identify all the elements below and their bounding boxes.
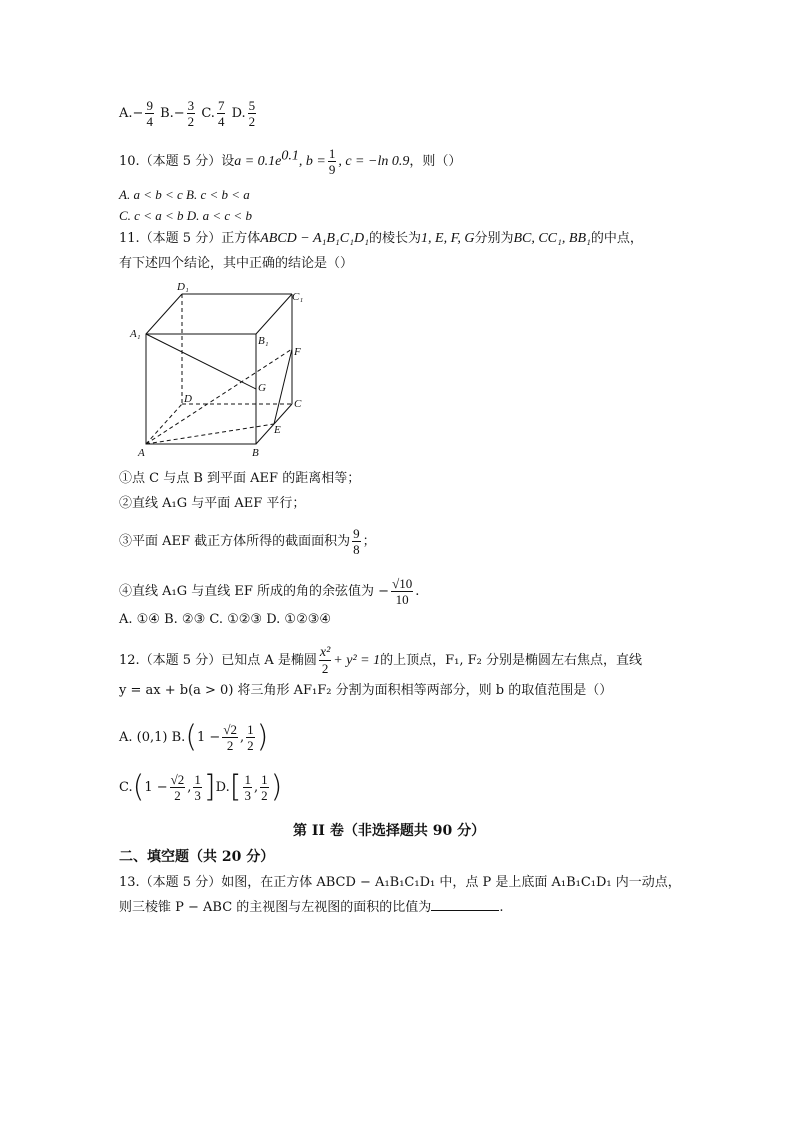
segment-a1-g: [146, 334, 256, 389]
edge-b1-c1: [256, 294, 292, 334]
q11-stmt4-den: 10: [395, 592, 409, 607]
q12-prefix: 12.（本题 5 分）已知点 A 是椭圆: [119, 653, 317, 668]
q12-options-ab: A. (0,1) B.(1 − $\frac{√2}{2}$ , $\frac{1}{2}$ ): [119, 719, 269, 755]
q13-stem-line2: [119, 898, 503, 917]
q11-cube-name: ABCD − A₁B₁C₁D₁: [260, 231, 369, 246]
q12-b-den1: 2: [226, 738, 234, 753]
q10-options-line1: A. a < b < c B. c < b < a: [119, 187, 250, 202]
q12-option-b-label: B.: [171, 730, 186, 745]
q9-d-den: 2: [248, 114, 256, 129]
q12-c-num1: √2: [170, 772, 185, 787]
q12-d-fraction2: [260, 772, 269, 803]
q12-c-left-paren: (: [132, 769, 145, 805]
q11-edges: BC, CC₁, BB₁: [513, 231, 591, 246]
q12-d-left-bracket: [: [229, 769, 242, 805]
q9-a-den: 4: [146, 114, 153, 129]
q11-cube-figure: [120, 278, 320, 460]
q12-b-fraction2: [246, 722, 255, 753]
q11-stmt4-fraction: [391, 576, 413, 607]
q12-d-right-paren: ): [270, 769, 283, 805]
part-title: 二、填空题（共 20 分）: [119, 849, 275, 865]
q12-d-den2: 2: [261, 788, 268, 803]
q11-stmt3-fraction: [352, 526, 361, 557]
front-face: [146, 334, 256, 444]
q11-statement-2: ②直线 A₁G 与平面 AEF 平行；: [119, 496, 306, 511]
label-b1: B₁: [258, 335, 269, 347]
q12-d-num2: 1: [261, 772, 268, 787]
q12-d-fraction1: [243, 772, 252, 803]
q9-c-num: 7: [217, 98, 225, 113]
label-a: A: [138, 447, 145, 459]
q12-c-num2: 1: [194, 772, 201, 787]
q11-statement-3: [119, 526, 376, 557]
q9-c-den: 4: [217, 114, 225, 129]
q11-statement-1: ①点 C 与点 B 到平面 AEF 的距离相等；: [119, 471, 361, 486]
q9-b-den: 2: [187, 114, 195, 129]
label-e: E: [274, 424, 281, 436]
q9-option-a-label: A.: [119, 106, 133, 121]
q10-a-exponent: 0.1: [281, 148, 299, 164]
q12-option-d-label: D.: [215, 780, 230, 795]
q12-option-c-label: C.: [119, 780, 133, 795]
q11-prefix: 11.（本题 5 分）正方体: [119, 231, 261, 246]
label-b: B: [252, 447, 259, 459]
q11-stem-line1: [119, 230, 643, 248]
q11-points: 1, E, F, G: [421, 231, 475, 246]
q11-options: A. ①④ B. ②③ C. ①②③ D. ①②③④: [119, 612, 332, 627]
q11-statement-4: [119, 576, 419, 607]
q10-b-num: 1: [328, 146, 336, 161]
q9-option-a-fraction: [145, 98, 154, 129]
q9-option-b-label: B.: [160, 106, 174, 121]
q12-c-text: 1 −: [144, 780, 168, 795]
q10-a-expr: a = 0.1e: [234, 154, 282, 169]
q12-d-den1: 3: [244, 788, 251, 803]
q12-b-left-paren: (: [185, 719, 198, 755]
label-c1: C₁: [292, 291, 304, 303]
q12-stem-line1: [119, 645, 642, 676]
q11-stmt3-num: 9: [353, 526, 360, 541]
hidden-segment-a-e: [146, 424, 274, 444]
q10-b-den: 9: [328, 162, 336, 177]
q11-stem-line2: 有下述四个结论，其中正确的结论是（）: [119, 256, 354, 271]
q12-options-cd: C.(1 − $\frac{√2}{2}$ , $\frac{1}{3}$ ]D.[ $\frac{1}{3}$ , $\frac{1}{2}$ ): [119, 769, 283, 805]
q12-suffix: 的上顶点，F₁, F₂ 分别是椭圆左右焦点，直线: [380, 653, 642, 668]
q9-option-c-fraction: [217, 98, 226, 129]
q11-stmt3-prefix: ③平面 AEF 截正方体所得的截面面积为: [119, 534, 351, 549]
q9-options: [119, 98, 258, 129]
q11-stmt3-suffix: ；: [362, 534, 376, 549]
q12-ellipse-fraction: [319, 645, 331, 676]
q12-c-fraction2: [193, 772, 202, 803]
q9-option-b-fraction: [187, 98, 196, 129]
label-f: F: [294, 346, 301, 358]
segment-e-f: [274, 349, 292, 424]
q12-ellipse-rest: + y² = 1: [333, 653, 381, 668]
q13-prefix: 则三棱锥 P − ABC 的主视图与左视图的面积的比值为: [119, 900, 432, 915]
q11-stmt4-prefix: ④直线 A₁G 与直线 EF 所成的角的余弦值为 −: [119, 584, 390, 599]
q9-option-d-fraction: [248, 98, 257, 129]
label-a1: A₁: [130, 328, 141, 340]
q13-answer-blank[interactable]: [431, 898, 499, 911]
q11-stmt3-den: 8: [353, 542, 360, 557]
label-d1: D₁: [177, 281, 189, 293]
q9-option-d-label: D.: [231, 106, 246, 121]
q9-option-b-sign: −: [173, 106, 185, 121]
q13-suffix: .: [499, 900, 504, 915]
q12-b-fraction1: [222, 722, 238, 753]
q12-ellipse-den: 2: [321, 661, 329, 676]
q10-options-line2: C. c < a < b D. a < c < b: [119, 208, 252, 223]
q13-stem-line1: 13.（本题 5 分）如图，在正方体 ABCD − A₁B₁C₁D₁ 中，点 P 是上底面 A₁B₁C₁D₁ 内一动点，: [119, 875, 681, 890]
edge-a1-d1: [146, 294, 182, 334]
q10-c-expr: , c = −ln 0.9: [338, 154, 410, 169]
q11-stmt4-suffix: .: [415, 584, 420, 599]
hidden-segment-a-f: [146, 349, 292, 444]
label-d: D: [184, 393, 192, 405]
q9-b-num: 3: [187, 98, 195, 113]
q9-a-num: 9: [146, 98, 153, 113]
q11-suffix: 的中点，: [590, 231, 643, 246]
q10-b-expr: , b =: [298, 154, 326, 169]
q10-b-fraction: [328, 146, 337, 177]
volume-title: 第 II 卷（非选择题共 90 分）: [293, 823, 486, 839]
q10-suffix: ，则（）: [409, 154, 462, 169]
q12-stem-line2: y = ax + b(a > 0) 将三角形 AF₁F₂ 分割为面积相等两部分，则 b 的取值范围是（）: [119, 683, 613, 698]
q12-c-den1: 2: [174, 788, 181, 803]
q12-d-num1: 1: [244, 772, 251, 787]
q9-option-a-sign: −: [132, 106, 144, 121]
q12-b-num2: 1: [247, 722, 254, 737]
q11-stmt4-num: √10: [392, 576, 413, 591]
label-g: G: [258, 382, 266, 394]
q9-d-num: 5: [248, 98, 256, 113]
q12-c-right-bracket: ]: [203, 769, 216, 805]
q10-stem: [119, 146, 461, 177]
q11-mid-text2: 分别为: [474, 231, 514, 246]
q12-b-right-paren: ): [256, 719, 269, 755]
q12-ellipse-num: x²: [319, 645, 331, 660]
q12-b-num1: √2: [223, 722, 237, 737]
q12-c-den2: 3: [194, 788, 201, 803]
label-c: C: [294, 398, 302, 410]
q12-b-den2: 2: [247, 738, 254, 753]
q12-b-text: 1 −: [197, 730, 221, 745]
q11-mid-text: 的棱长为: [369, 231, 422, 246]
q10-prefix: 10.（本题 5 分）设: [119, 154, 235, 169]
q9-option-c-label: C.: [201, 106, 215, 121]
q12-option-a: A. (0,1): [119, 730, 168, 745]
q12-c-fraction1: [170, 772, 186, 803]
